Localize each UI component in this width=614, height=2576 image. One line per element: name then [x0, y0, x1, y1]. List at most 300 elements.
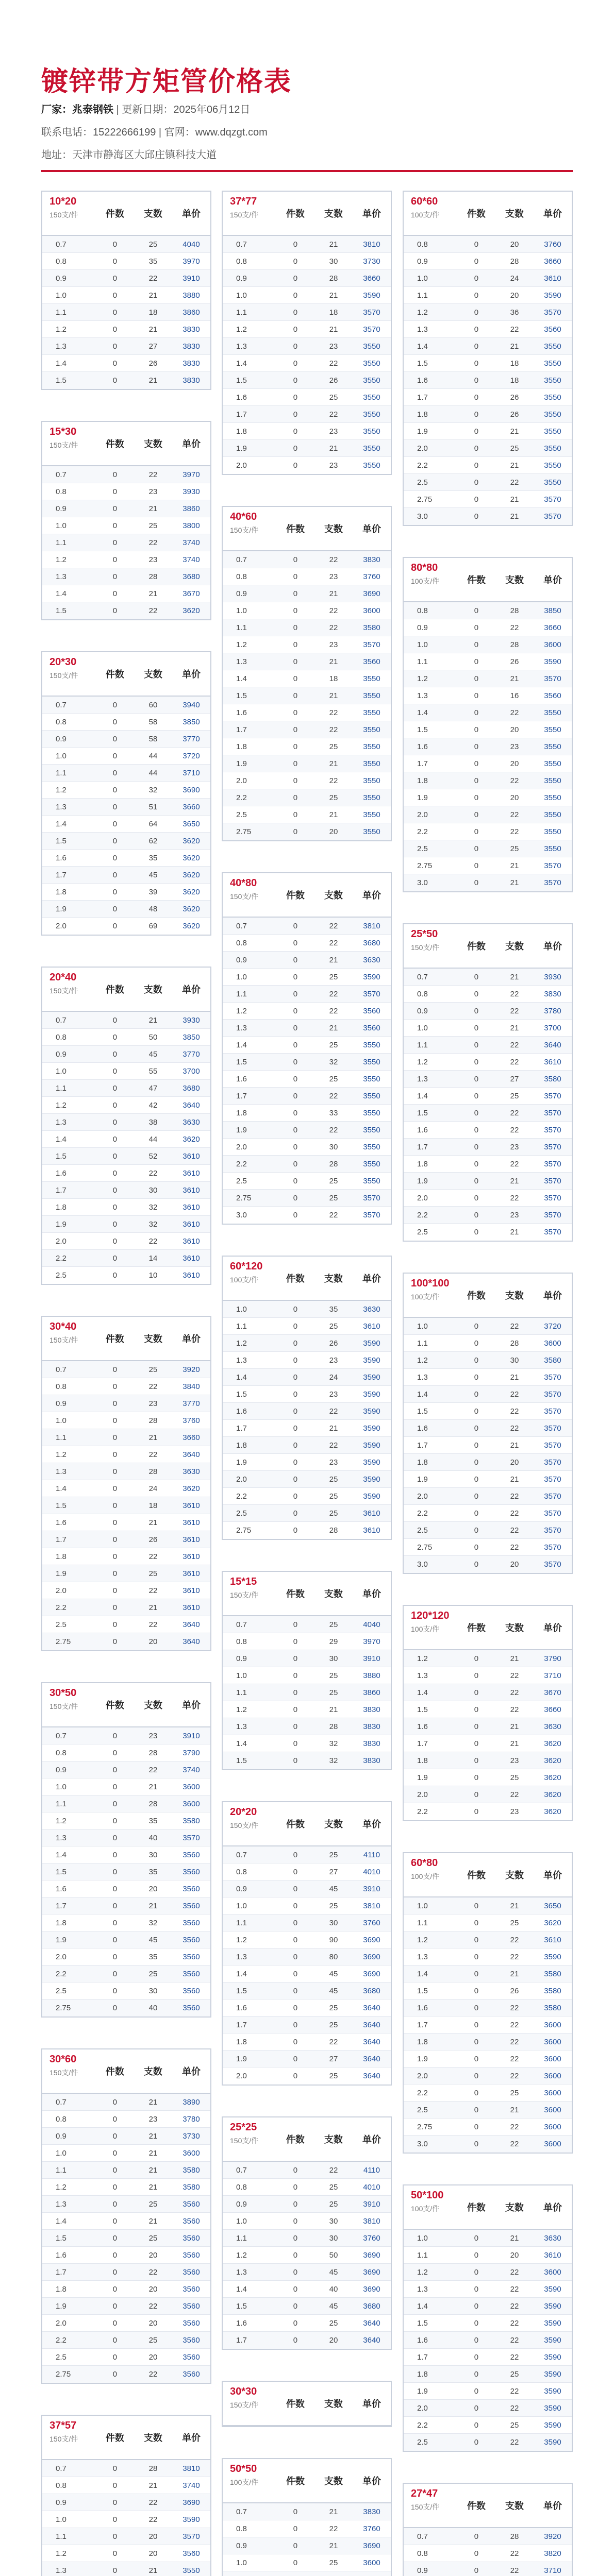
cell-count: 25	[148, 1365, 158, 1374]
cell-pieces: 0	[112, 1969, 118, 1978]
cell-price: 3590	[544, 2369, 561, 2379]
cell-thickness: 1.5	[417, 1406, 428, 1416]
cell-count: 22	[148, 2370, 158, 2379]
cell-thickness: 1.4	[417, 708, 428, 717]
cell-pieces: 0	[112, 1484, 118, 1493]
cell-count: 22	[510, 2284, 519, 2294]
cell-thickness: 1.7	[417, 759, 428, 768]
table-row	[404, 2136, 572, 2153]
cell-count: 21	[148, 504, 158, 513]
cell-thickness: 0.9	[56, 274, 67, 283]
cell-price: 3610	[182, 1236, 200, 1246]
cell-price: 3580	[544, 1969, 561, 1978]
table-row	[223, 1735, 391, 1752]
cell-count: 21	[329, 1423, 338, 1433]
cell-thickness: 1.9	[236, 759, 247, 768]
table-row	[223, 1914, 391, 1931]
cell-price: 3560	[182, 2199, 200, 2209]
cell-count: 90	[329, 1935, 338, 1944]
cell-pieces: 0	[293, 274, 298, 283]
cell-pieces: 0	[293, 1756, 298, 1765]
table-row	[42, 1199, 210, 1216]
cell-price: 3560	[182, 1935, 200, 1944]
table-row	[42, 1080, 210, 1097]
table-row	[404, 1122, 572, 1139]
table-row	[404, 2264, 572, 2281]
cell-pieces: 0	[112, 1782, 118, 1791]
cell-pieces: 0	[112, 819, 118, 828]
cell-thickness: 1.6	[56, 2250, 67, 2260]
cell-pieces: 0	[474, 257, 479, 266]
cell-thickness: 1.6	[417, 742, 428, 751]
table-row	[223, 789, 391, 806]
table-row	[42, 1165, 210, 1182]
cell-thickness: 2.0	[56, 1952, 67, 1961]
table-row	[404, 806, 572, 823]
table-row	[42, 2179, 210, 2196]
cell-pieces: 0	[293, 759, 298, 768]
price-table	[41, 2048, 211, 2384]
spec-unit: 150支/件	[49, 441, 78, 449]
table-row	[223, 687, 391, 704]
cell-count: 30	[329, 2233, 338, 2243]
cell-pieces: 0	[293, 240, 298, 249]
cell-thickness: 1.8	[417, 776, 428, 785]
header-price: 单价	[181, 439, 201, 449]
cell-count: 21	[510, 342, 519, 351]
header-count: 支数	[143, 1334, 162, 1344]
cell-count: 22	[148, 2301, 158, 2311]
cell-pieces: 0	[112, 2566, 118, 2575]
cell-count: 25	[510, 1091, 519, 1100]
table-row	[404, 2247, 572, 2264]
cell-thickness: 1.9	[417, 427, 428, 436]
cell-pieces: 0	[293, 1492, 298, 1501]
cell-count: 22	[510, 2352, 519, 2362]
cell-pieces: 0	[112, 1271, 118, 1280]
cell-pieces: 0	[112, 1433, 118, 1442]
cell-pieces: 0	[293, 1057, 298, 1066]
cell-pieces: 0	[293, 623, 298, 632]
cell-thickness: 1.9	[236, 1458, 247, 1467]
cell-price: 3690	[363, 2250, 380, 2260]
table-row	[42, 1744, 210, 1761]
cell-thickness: 1.7	[236, 410, 247, 419]
price-column-left	[41, 191, 211, 2576]
cell-thickness: 0.9	[417, 1006, 428, 1015]
cell-thickness: 0.9	[236, 2199, 247, 2209]
cell-count: 22	[510, 1193, 519, 1202]
cell-count: 36	[510, 308, 519, 317]
cell-thickness: 1.6	[417, 2003, 428, 2012]
cell-price: 3830	[363, 555, 380, 564]
cell-thickness: 1.6	[236, 1406, 247, 1416]
table-row	[404, 372, 572, 389]
cell-thickness: 1.5	[417, 1108, 428, 1117]
cell-price: 3790	[182, 1748, 200, 1757]
website-link[interactable]: www.dqzgt.com	[195, 127, 268, 138]
table-header	[223, 2459, 391, 2503]
table-row	[42, 2349, 210, 2366]
cell-count: 25	[329, 1620, 338, 1629]
cell-price: 3910	[363, 1884, 380, 1893]
cell-pieces: 0	[112, 521, 118, 530]
cell-pieces: 0	[112, 1365, 118, 1374]
cell-pieces: 0	[474, 1739, 479, 1748]
cell-price: 3550	[182, 2566, 200, 2575]
table-row	[404, 1318, 572, 1335]
cell-count: 23	[148, 487, 158, 496]
table-row	[404, 1931, 572, 1948]
cell-pieces: 0	[112, 1416, 118, 1425]
table-row	[404, 1403, 572, 1420]
cell-thickness: 0.9	[56, 1765, 67, 1774]
cell-price: 3580	[182, 1816, 200, 1825]
cell-price: 3610	[363, 1526, 380, 1535]
cell-count: 25	[329, 1492, 338, 1501]
cell-pieces: 0	[474, 827, 479, 836]
table-row	[42, 2332, 210, 2349]
cell-thickness: 1.1	[417, 291, 428, 300]
cell-price: 4040	[182, 240, 200, 249]
table-row	[223, 1948, 391, 1965]
cell-count: 25	[148, 2233, 158, 2243]
cell-count: 22	[329, 1211, 338, 1219]
cell-pieces: 0	[112, 1952, 118, 1961]
cell-thickness: 1.3	[236, 1722, 247, 1731]
cell-pieces: 0	[474, 2020, 479, 2029]
table-row	[223, 1403, 391, 1420]
table-row	[404, 2315, 572, 2332]
cell-pieces: 0	[474, 2318, 479, 2328]
cell-count: 21	[329, 325, 338, 334]
cell-count: 55	[148, 1066, 158, 1076]
cell-count: 58	[148, 717, 158, 726]
cell-pieces: 0	[474, 1142, 479, 1151]
table-row	[42, 833, 210, 850]
cell-pieces: 0	[293, 1458, 298, 1467]
cell-price: 3880	[182, 291, 200, 300]
cell-price: 3580	[544, 1074, 561, 1083]
table-row	[42, 884, 210, 901]
cell-pieces: 0	[474, 1952, 479, 1961]
cell-count: 22	[329, 555, 338, 564]
table-row	[404, 2102, 572, 2119]
price-table	[403, 191, 573, 526]
cell-price: 3830	[544, 989, 561, 998]
table-row	[404, 2033, 572, 2050]
header-pieces: 件数	[105, 669, 124, 680]
cell-price: 3690	[363, 589, 380, 598]
cell-pieces: 0	[112, 2004, 118, 2012]
cell-count: 32	[329, 1756, 338, 1765]
table-row	[223, 1863, 391, 1880]
cell-count: 21	[510, 1475, 519, 1484]
table-row	[223, 2264, 391, 2281]
table-row	[404, 1769, 572, 1786]
spec-unit: 150支/件	[230, 892, 259, 901]
table-row	[223, 1071, 391, 1088]
cell-pieces: 0	[112, 2233, 118, 2243]
cell-pieces: 0	[112, 785, 118, 794]
spec-unit: 100支/件	[411, 2205, 440, 2213]
header-pieces: 件数	[467, 1291, 486, 1301]
price-table	[41, 967, 211, 1285]
cell-count: 23	[510, 742, 519, 751]
cell-pieces: 0	[112, 1450, 118, 1459]
phone-number[interactable]: 15222666199	[93, 127, 156, 138]
cell-thickness: 1.6	[56, 853, 67, 862]
cell-pieces: 0	[293, 342, 298, 351]
cell-count: 22	[510, 1671, 519, 1680]
cell-price: 3610	[182, 1271, 200, 1280]
cell-price: 3560	[182, 2549, 200, 2558]
price-table	[403, 1852, 573, 2154]
table-row	[404, 1037, 572, 1054]
cell-thickness: 1.7	[56, 2267, 67, 2277]
table-row	[42, 1727, 210, 1744]
cell-count: 35	[148, 1867, 158, 1876]
cell-count: 20	[148, 2318, 158, 2328]
cell-count: 20	[510, 725, 519, 734]
cell-price: 3550	[363, 1125, 380, 1134]
cell-price: 3570	[544, 1543, 561, 1552]
cell-pieces: 0	[293, 555, 298, 564]
table-row	[404, 1556, 572, 1573]
cell-pieces: 0	[293, 1918, 298, 1927]
spec-unit: 150支/件	[49, 211, 78, 219]
table-header	[223, 1572, 391, 1616]
cell-thickness: 0.9	[417, 623, 428, 632]
table-row	[42, 1565, 210, 1582]
cell-thickness: 0.9	[56, 734, 67, 743]
cell-pieces: 0	[112, 1399, 118, 1408]
table-row	[404, 1139, 572, 1156]
cell-count: 28	[510, 640, 519, 649]
table-row	[223, 321, 391, 338]
cell-price: 3560	[363, 657, 380, 666]
table-row	[404, 1914, 572, 1931]
table-row	[223, 2033, 391, 2050]
header-count: 支数	[324, 1589, 343, 1599]
cell-count: 22	[329, 776, 338, 785]
cell-count: 25	[510, 844, 519, 853]
cell-pieces: 0	[474, 1440, 479, 1450]
cell-thickness: 1.5	[56, 2233, 67, 2243]
table-row	[42, 1897, 210, 1914]
cell-pieces: 0	[112, 2267, 118, 2277]
cell-thickness: 2.75	[56, 1637, 71, 1646]
cell-thickness: 1.1	[56, 1433, 67, 1442]
cell-price: 3590	[544, 2420, 561, 2430]
cell-count: 30	[510, 1355, 519, 1365]
cell-thickness: 1.7	[56, 1535, 67, 1544]
cell-price: 3570	[363, 308, 380, 317]
cell-pieces: 0	[293, 972, 298, 981]
table-row	[42, 287, 210, 304]
cell-count: 18	[148, 1501, 158, 1510]
cell-thickness: 1.3	[56, 802, 67, 811]
cell-pieces: 0	[293, 1338, 298, 1348]
cell-price: 3570	[544, 1423, 561, 1433]
cell-thickness: 1.8	[56, 2284, 67, 2294]
table-row	[404, 1207, 572, 1224]
table-row	[42, 2264, 210, 2281]
cell-thickness: 1.1	[56, 308, 67, 317]
cell-count: 21	[148, 376, 158, 385]
cell-pieces: 0	[293, 1372, 298, 1382]
table-row	[223, 1999, 391, 2016]
cell-price: 3550	[544, 478, 561, 487]
cell-thickness: 1.3	[417, 1952, 428, 1961]
cell-price: 3600	[544, 640, 561, 649]
cell-pieces: 0	[293, 1969, 298, 1978]
cell-thickness: 0.7	[56, 1731, 67, 1740]
cell-pieces: 0	[474, 1969, 479, 1978]
cell-count: 22	[329, 2037, 338, 2046]
cell-count: 25	[510, 2088, 519, 2097]
cell-pieces: 0	[112, 2131, 118, 2141]
cell-thickness: 1.3	[56, 1117, 67, 1127]
cell-price: 3910	[363, 1654, 380, 1663]
cell-pieces: 0	[293, 1423, 298, 1433]
table-header	[42, 192, 210, 236]
cell-pieces: 0	[112, 1918, 118, 1927]
cell-pieces: 0	[293, 2541, 298, 2550]
cell-thickness: 1.3	[56, 2566, 67, 2575]
cell-count: 26	[510, 410, 519, 419]
cell-price: 3610	[363, 1509, 380, 1518]
table-row	[42, 321, 210, 338]
cell-pieces: 0	[112, 2549, 118, 2558]
cell-price: 3740	[182, 1765, 200, 1774]
cell-thickness: 1.2	[236, 325, 247, 334]
cell-count: 24	[329, 1372, 338, 1382]
table-row	[42, 1216, 210, 1233]
cell-count: 25	[329, 2182, 338, 2192]
cell-pieces: 0	[112, 1467, 118, 1476]
cell-pieces: 0	[112, 1884, 118, 1893]
cell-pieces: 0	[112, 853, 118, 862]
cell-count: 21	[329, 2507, 338, 2516]
cell-pieces: 0	[293, 1671, 298, 1680]
cell-thickness: 0.9	[56, 2131, 67, 2141]
cell-count: 28	[329, 274, 338, 283]
table-row	[404, 1684, 572, 1701]
table-row	[42, 697, 210, 714]
cell-pieces: 0	[293, 827, 298, 836]
price-table	[41, 1316, 211, 1651]
cell-price: 3710	[544, 1671, 561, 1680]
cell-pieces: 0	[474, 1807, 479, 1816]
cell-pieces: 0	[112, 1015, 118, 1025]
table-row	[223, 355, 391, 372]
cell-price: 3690	[363, 1969, 380, 1978]
cell-price: 3590	[363, 1338, 380, 1348]
table-row	[42, 1046, 210, 1063]
cell-pieces: 0	[293, 1705, 298, 1714]
cell-count: 25	[329, 2199, 338, 2209]
cell-pieces: 0	[112, 589, 118, 598]
cell-price: 3690	[182, 2498, 200, 2507]
cell-count: 21	[148, 2216, 158, 2226]
cell-price: 3930	[182, 1015, 200, 1025]
header-pieces: 件数	[105, 985, 124, 995]
cell-thickness: 1.5	[417, 725, 428, 734]
cell-count: 21	[148, 1603, 158, 1612]
cell-pieces: 0	[293, 1475, 298, 1484]
table-row	[223, 1684, 391, 1701]
header-pieces: 件数	[467, 209, 486, 219]
cell-price: 3690	[363, 1952, 380, 1961]
cell-pieces: 0	[474, 1406, 479, 1416]
cell-thickness	[223, 2571, 276, 2576]
cell-price: 3550	[363, 461, 380, 470]
cell-pieces: 0	[474, 1023, 479, 1032]
header-count: 支数	[505, 1623, 524, 1633]
table-row	[404, 253, 572, 270]
cell-thickness: 0.8	[56, 1032, 67, 1042]
header-count: 支数	[505, 1291, 524, 1301]
cell-count: 51	[148, 802, 158, 811]
spec-cell	[404, 558, 457, 601]
cell-count: 23	[329, 640, 338, 649]
table-row	[404, 2084, 572, 2102]
cell-pieces: 0	[112, 922, 118, 930]
cell-count: 47	[148, 1083, 158, 1093]
spec-cell	[223, 873, 276, 917]
cell-thickness: 1.3	[236, 2267, 247, 2277]
header-price: 单价	[181, 2066, 201, 2077]
cell-thickness: 2.75	[417, 1543, 433, 1552]
header-pieces: 件数	[286, 209, 305, 219]
cell-count: 25	[510, 1773, 519, 1782]
spec-name: 25*25	[230, 2122, 257, 2133]
header-price: 单价	[362, 1274, 381, 1284]
cell-count: 22	[510, 2003, 519, 2012]
cell-pieces: 0	[474, 1560, 479, 1569]
spec-cell	[404, 1853, 457, 1896]
cell-thickness: 1.6	[236, 2318, 247, 2328]
cell-count: 22	[510, 1790, 519, 1799]
cell-thickness: 1.8	[236, 1440, 247, 1450]
cell-pieces: 0	[112, 555, 118, 564]
cell-thickness: 1.3	[56, 1833, 67, 1842]
cell-count: 21	[510, 972, 519, 981]
table-row	[223, 952, 391, 969]
cell-thickness: 1.0	[56, 1066, 67, 1076]
cell-thickness: 1.5	[56, 1501, 67, 1510]
cell-thickness: 2.0	[56, 922, 67, 930]
cell-price: 3610	[182, 1535, 200, 1544]
spec-name: 20*20	[230, 1806, 257, 1818]
table-row	[223, 738, 391, 755]
table-row	[223, 1846, 391, 1863]
header-pieces: 件数	[105, 439, 124, 449]
spec-cell	[42, 2416, 96, 2459]
cell-pieces: 0	[293, 1006, 298, 1015]
cell-count: 32	[148, 1918, 158, 1927]
table-row	[42, 1582, 210, 1599]
cell-price: 3560	[182, 1867, 200, 1876]
cell-pieces: 0	[112, 2370, 118, 2379]
cell-count: 10	[148, 1271, 158, 1280]
cell-count: 23	[329, 1389, 338, 1399]
cell-price: 3590	[544, 291, 561, 300]
table-header	[404, 2185, 572, 2230]
table-row	[404, 338, 572, 355]
cell-thickness: 2.2	[236, 1159, 247, 1168]
